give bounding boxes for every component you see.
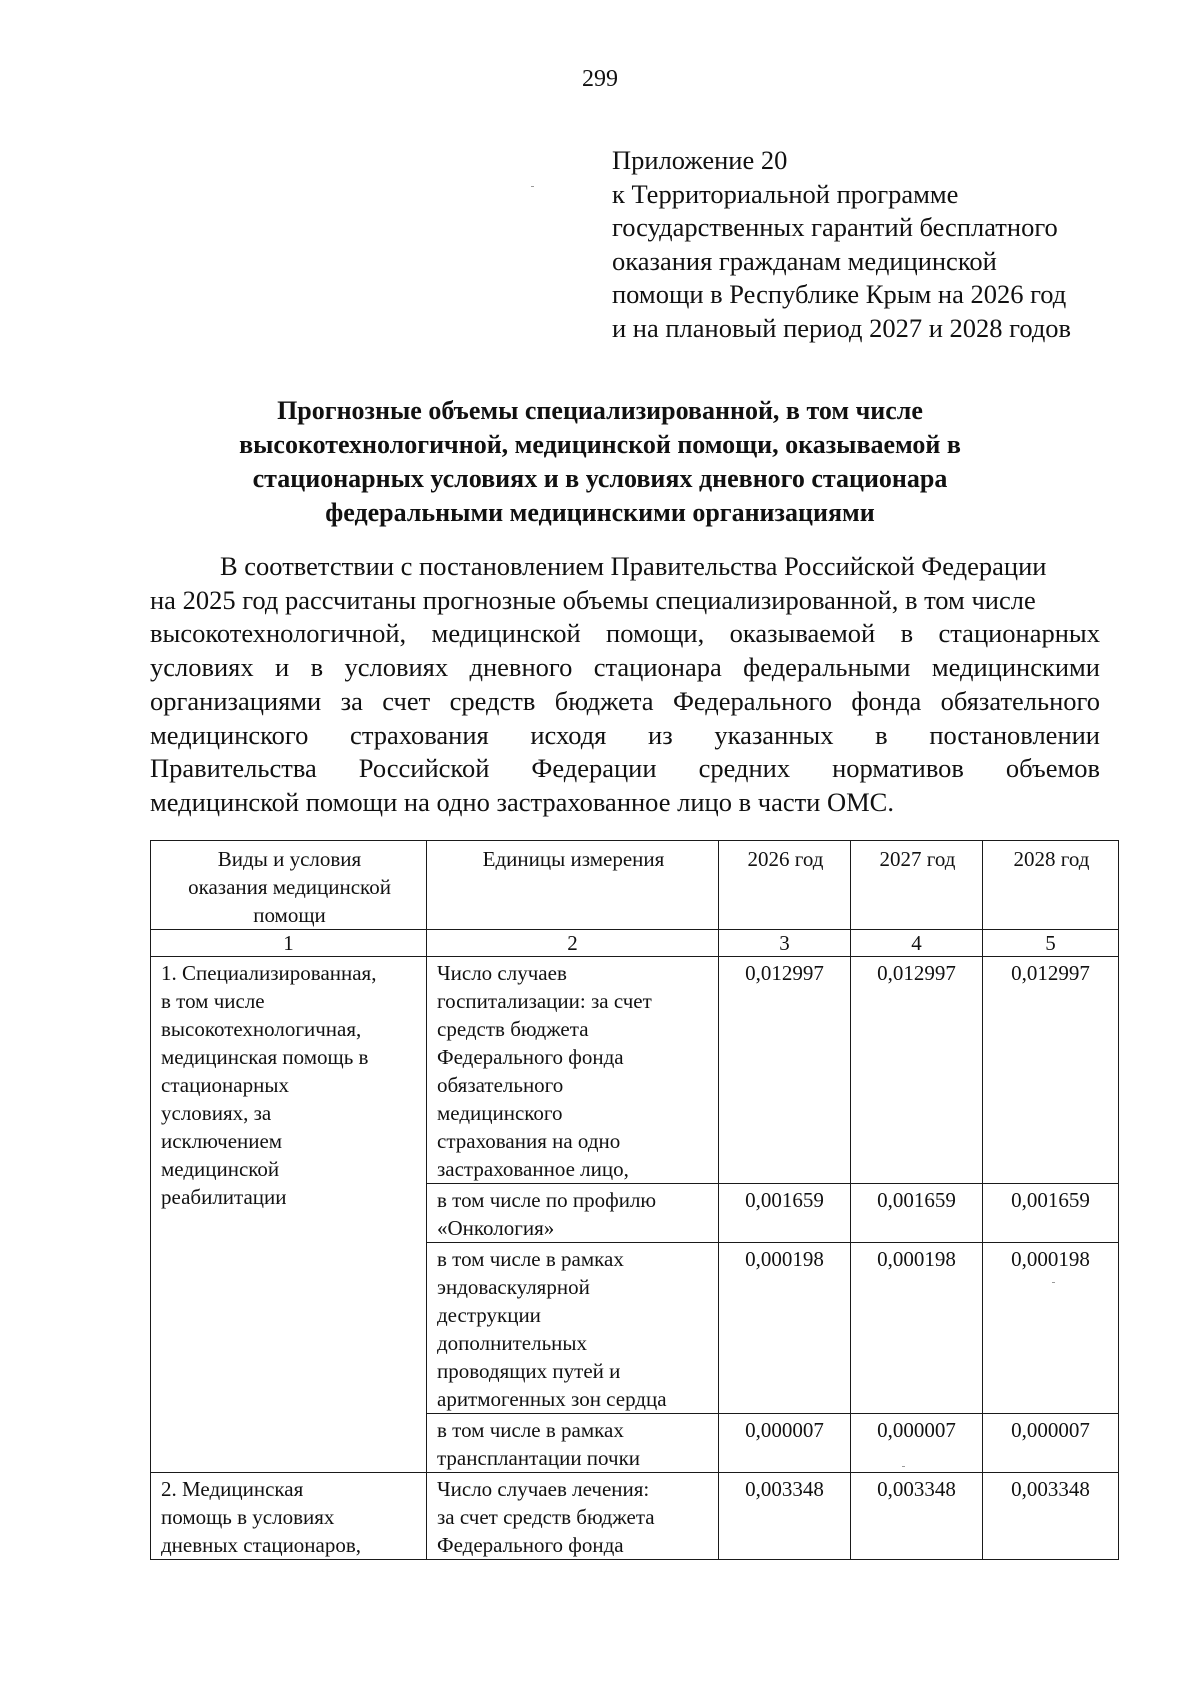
paragraph-line: на 2025 год рассчитаны прогнозные объемы специализированной, в том числе — [150, 584, 1036, 615]
value-2028: 0,000198 — [983, 1243, 1119, 1414]
value-2028: 0,000007 — [983, 1414, 1119, 1473]
column-number: 5 — [983, 930, 1119, 957]
value-2027: 0,001659 — [851, 1184, 983, 1243]
unit-cell: в том числе в рамках трансплантации почки — [427, 1414, 719, 1473]
body-paragraph — [150, 550, 1100, 820]
value-2028: 0,012997 — [983, 957, 1119, 1184]
table-row — [151, 1473, 1119, 1560]
value-2026: 0,000198 — [719, 1243, 851, 1414]
appendix-line: государственных гарантий бесплатного — [612, 212, 1058, 242]
value-2026: 0,003348 — [719, 1473, 851, 1560]
scan-speck — [531, 186, 534, 187]
care-type-cell: 1. Специализированная, в том числе высокотехнологичная, медицинская помощь в стационарных условиях, за исключением медицинской реабилитации — [151, 957, 427, 1473]
paragraph-line: высокотехнологичной, медицинской помощи, оказываемой в стационарных — [150, 618, 1100, 649]
value-2028: 0,003348 — [983, 1473, 1119, 1560]
paragraph-line: организациями за счет средств бюджета Федерального фонда обязательного — [150, 685, 1100, 716]
column-number-row — [151, 930, 1119, 957]
unit-cell: Число случаев госпитализации: за счет средств бюджета Федерального фонда обязательного медицинского страхования на одно застрахованное лицо, — [427, 957, 719, 1184]
column-number: 3 — [719, 930, 851, 957]
value-2026: 0,000007 — [719, 1414, 851, 1473]
appendix-line: и на плановый период 2027 и 2028 годов — [612, 312, 1072, 343]
title-line: высокотехнологичной, медицинской помощи, оказываемой в — [239, 430, 961, 459]
appendix-line: помощи в Республике Крым на 2026 год — [612, 279, 1067, 309]
value-2027: 0,000007 — [851, 1414, 983, 1473]
title-line: Прогнозные объемы специализированной, в том числе — [277, 396, 923, 425]
page-number: 299 — [582, 66, 618, 92]
paragraph-line: В соответствии с постановлением Правительства Российской Федерации — [220, 551, 1047, 581]
header-year-2027: 2027 год — [851, 841, 983, 930]
value-2026: 0,001659 — [719, 1184, 851, 1243]
unit-cell: в том числе в рамках эндоваскулярной деструкции дополнительных проводящих путей и аритмогенных зон сердца — [427, 1243, 719, 1414]
value-2027: 0,000198 — [851, 1243, 983, 1414]
table-row — [151, 957, 1119, 1184]
appendix-line: Приложение 20 — [612, 145, 788, 175]
paragraph-line: условиях и в условиях дневного стационара федеральными медицинскими — [150, 652, 1100, 683]
column-number: 2 — [427, 930, 719, 957]
paragraph-line: Правительства Российской Федерации средних нормативов объемов — [150, 753, 1100, 784]
title-line: федеральными медицинскими организациями — [325, 498, 875, 527]
column-number: 4 — [851, 930, 983, 957]
scan-speck — [902, 1466, 905, 1467]
appendix-line: к Территориальной программе — [612, 178, 959, 209]
title-line: стационарных условиях и в условиях дневного стационара — [252, 464, 948, 493]
paragraph-line: медицинского страхования исходя из указанных в постановлении — [150, 719, 1100, 750]
value-2027: 0,012997 — [851, 957, 983, 1184]
volumes-table — [150, 840, 1119, 1560]
appendix-line: оказания гражданам медицинской — [612, 245, 997, 276]
scan-speck — [1052, 1282, 1055, 1283]
header-year-2026: 2026 год — [719, 841, 851, 930]
value-2028: 0,001659 — [983, 1184, 1119, 1243]
paragraph-line: медицинской помощи на одно застрахованное лицо в части ОМС. — [150, 786, 894, 817]
header-care-type: Виды и условия оказания медицинской помощи — [151, 841, 427, 930]
value-2027: 0,003348 — [851, 1473, 983, 1560]
unit-cell: в том числе по профилю «Онкология» — [427, 1184, 719, 1243]
header-units: Единицы измерения — [427, 841, 719, 930]
table-header-row — [151, 841, 1119, 930]
header-year-2028: 2028 год — [983, 841, 1119, 930]
value-2026: 0,012997 — [719, 957, 851, 1184]
document-title — [150, 394, 1050, 530]
unit-cell: Число случаев лечения: за счет средств бюджета Федерального фонда — [427, 1473, 719, 1560]
care-type-cell: 2. Медицинская помощь в условиях дневных стационаров, — [151, 1473, 427, 1560]
appendix-reference — [612, 144, 1172, 345]
column-number: 1 — [151, 930, 427, 957]
